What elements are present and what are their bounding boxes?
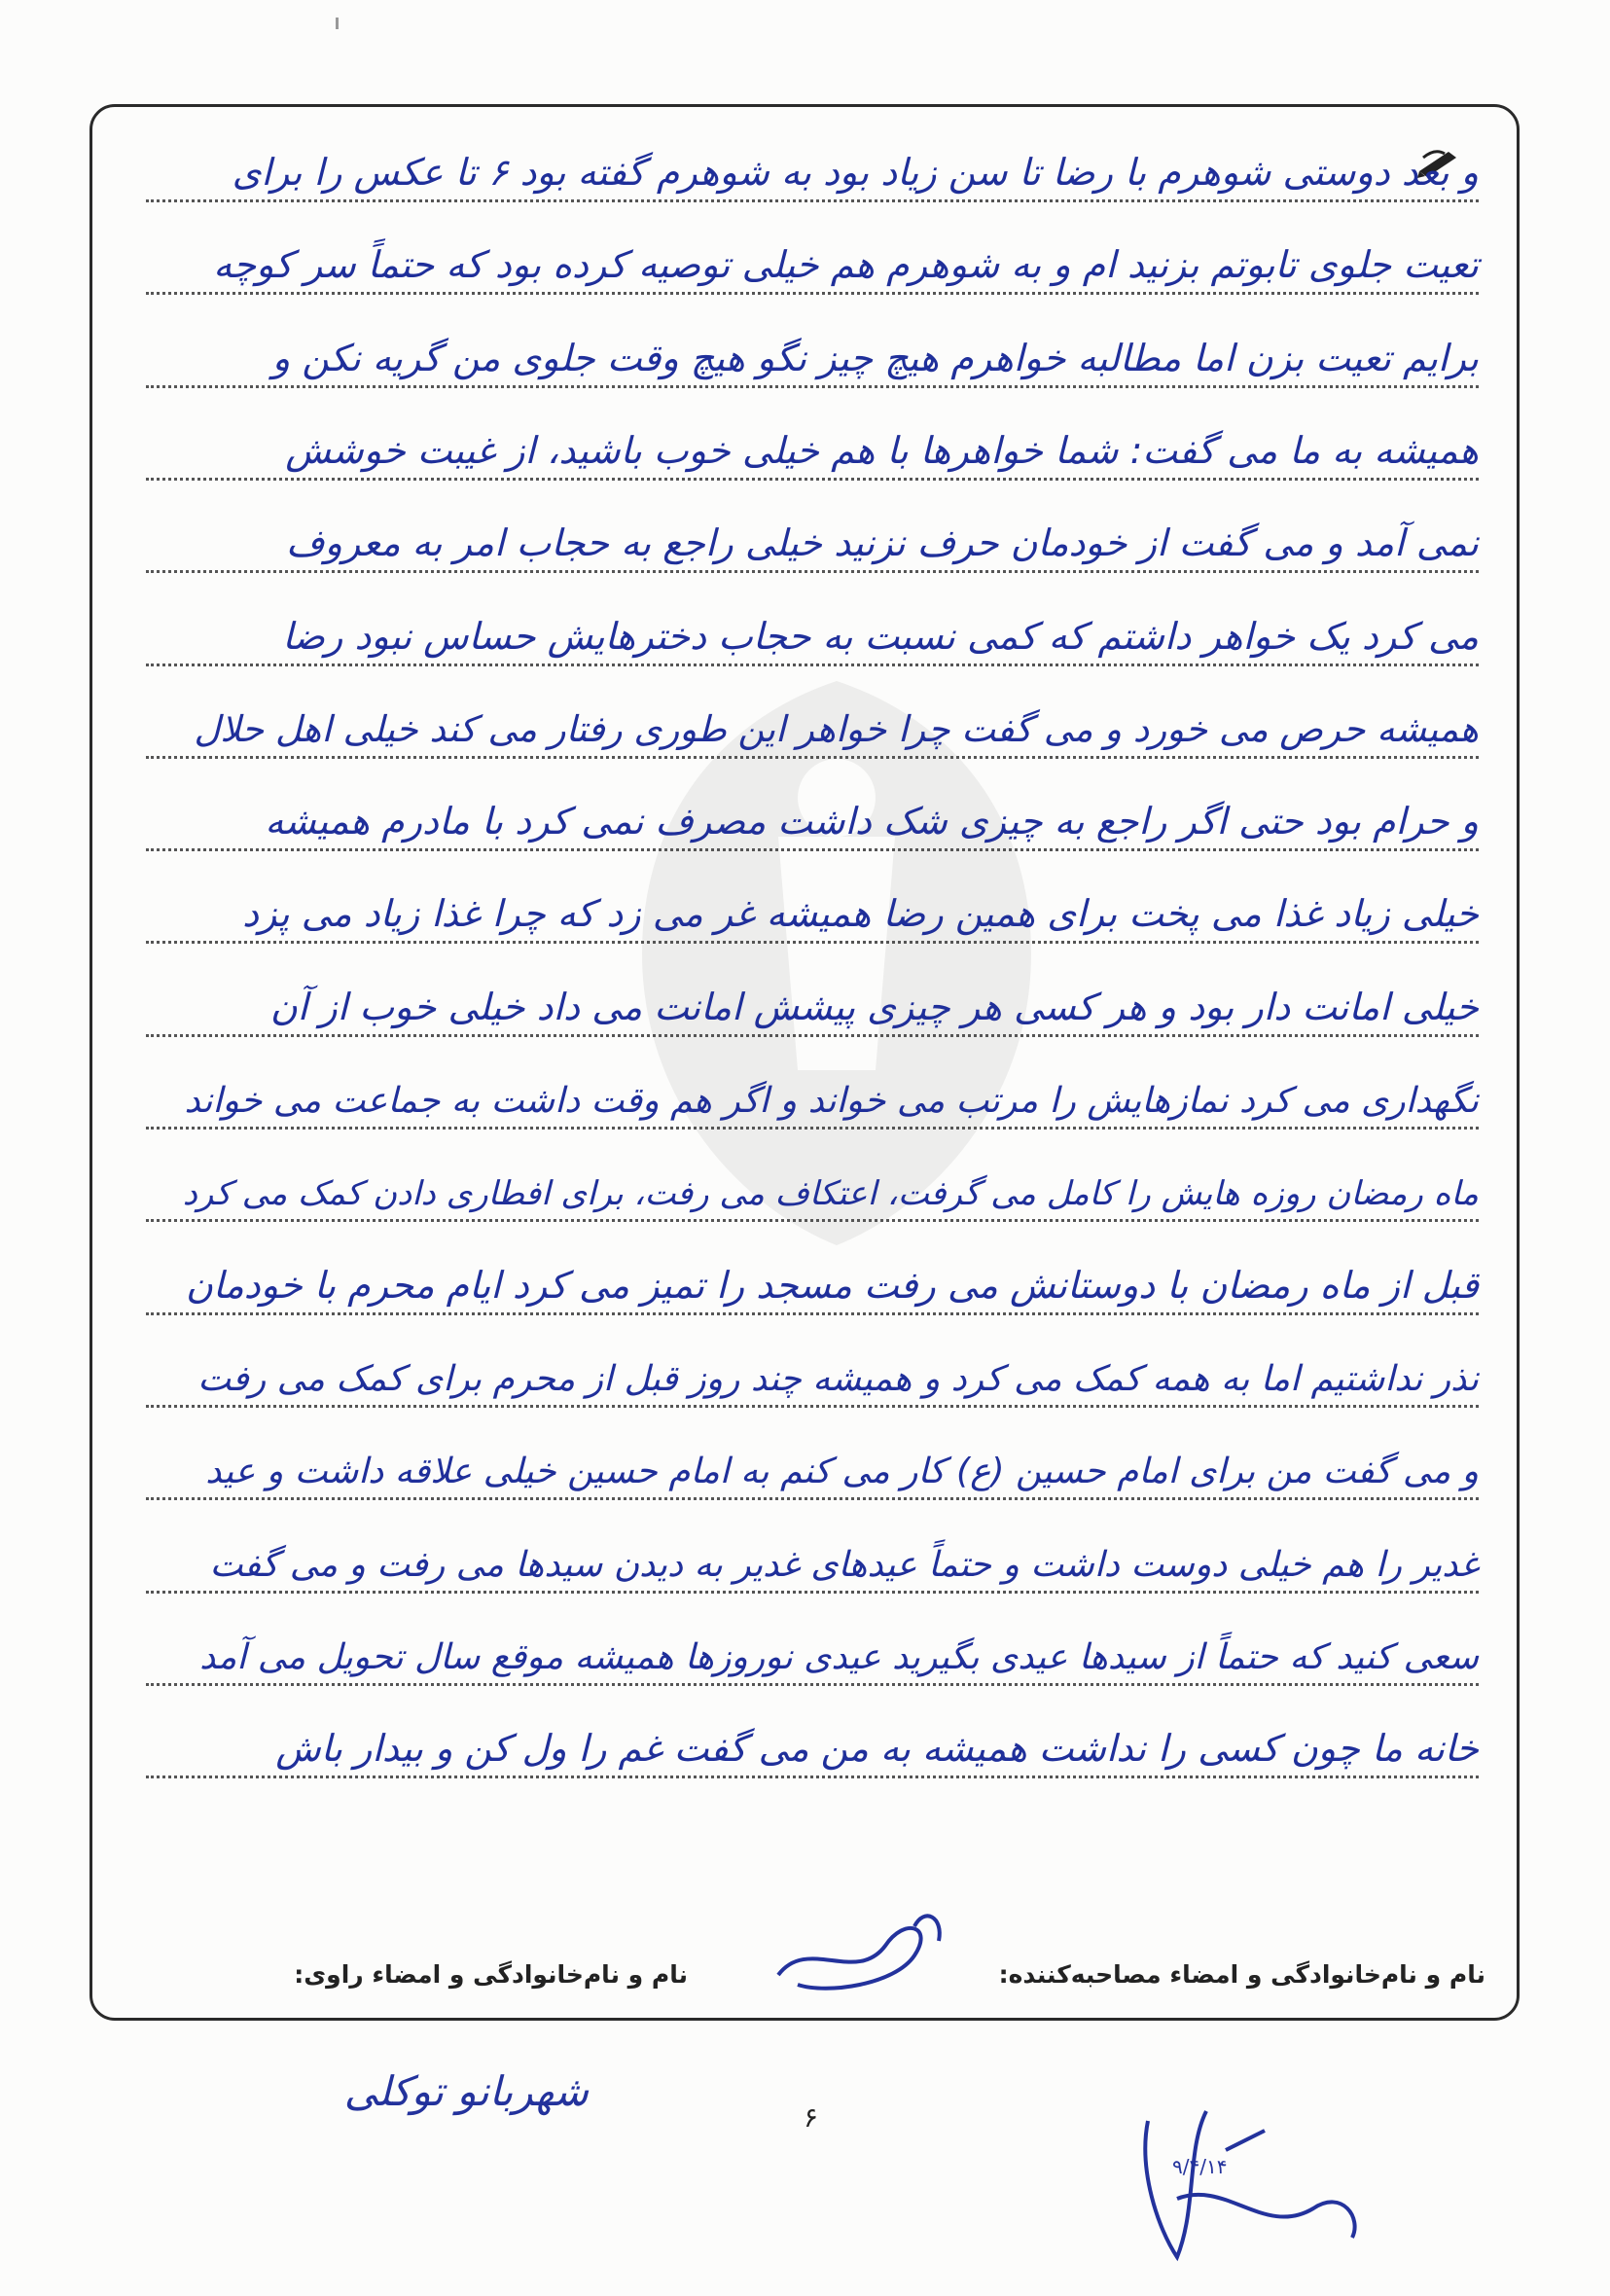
ruled-line bbox=[146, 1598, 1479, 1686]
handwritten-text-line: قبل از ماه رمضان با دوستانش می رفت مسجد را تمیز می کرد ایام محرم با خودمان bbox=[185, 1263, 1479, 1307]
handwritten-text-line: نگهداری می کرد نمازهایش را مرتب می خواند و اگر هم وقت داشت به جماعت می خواند bbox=[184, 1081, 1479, 1121]
narrator-signature bbox=[1119, 2092, 1372, 2277]
handwritten-text-line: ماه رمضان روزه هایش را کامل می گرفت، اعتکاف می رفت، برای افطاری دادن کمک می کرد bbox=[182, 1174, 1479, 1214]
handwritten-text-line: خیلی زیاد غذا می پخت برای همین رضا همیشه غر می زد که چرا غذا زیاد می پزد bbox=[242, 892, 1479, 936]
ruled-line bbox=[146, 393, 1479, 481]
ruled-line bbox=[146, 579, 1479, 666]
ruled-line bbox=[146, 1228, 1479, 1315]
handwritten-text-line: نمی آمد و می گفت از خودمان حرف نزنید خیلی راجع به حجاب امر به معروف bbox=[286, 521, 1479, 565]
handwritten-text-line: و می گفت من برای امام حسین (ع) کار می کنم به امام حسین خیلی علاقه داشت و عید bbox=[205, 1452, 1479, 1492]
page-number: ۶ bbox=[804, 2101, 819, 2134]
handwritten-text-line: نذر نداشتیم اما به همه کمک می کرد و همیشه چند روز قبل از محرم برای کمک می رفت bbox=[197, 1358, 1479, 1399]
handwritten-text-line: و بعد دوستی شوهرم با رضا تا سن زیاد بود به شوهرم گفته بود ۶ تا عکس را برای bbox=[232, 151, 1479, 194]
handwritten-text-line: می کرد یک خواهر داشتم که کمی نسبت به حجاب دخترهایش حساس نبود رضا bbox=[282, 614, 1479, 658]
narrator-label: نام و نام‌خانوادگی و امضاء راوی: bbox=[294, 1960, 688, 1989]
ruled-line bbox=[146, 764, 1479, 851]
ruled-line bbox=[146, 1134, 1479, 1222]
handwritten-text-line: و حرام بود حتی اگر راجع به چیزی شک داشت مصرف نمی کرد با مادرم همیشه bbox=[265, 800, 1479, 843]
interviewer-label: نام و نام‌خانوادگی و امضاء مصاحبه‌کننده: bbox=[998, 1960, 1485, 1989]
handwritten-text-line: همیشه حرص می خورد و می گفت چرا خواهر این طوری رفتار می کند خیلی اهل حلال bbox=[194, 707, 1479, 750]
handwritten-text-line: برایم تعیت بزن اما مطالبه خواهرم هیچ چیز نگو هیچ وقت جلوی من گریه نکن و bbox=[271, 336, 1479, 379]
ruled-line bbox=[146, 115, 1479, 202]
ruled-line bbox=[146, 1320, 1479, 1408]
ruled-line bbox=[146, 1042, 1479, 1130]
handwritten-text-line: غدیر را هم خیلی دوست داشت و حتماً عیدهای غدیر به دیدن سیدها می رفت و می گفت bbox=[209, 1544, 1479, 1585]
scan-mark bbox=[336, 18, 339, 29]
ruled-line bbox=[146, 1413, 1479, 1500]
interviewer-signature bbox=[769, 1897, 953, 2004]
ruled-line bbox=[146, 301, 1479, 388]
handwritten-text-line: تعیت جلوی تابوتم بزنید ام و به شوهرم هم خیلی توصیه کرده بود که حتماً سر کوچه bbox=[213, 243, 1479, 287]
ruled-line bbox=[146, 950, 1479, 1037]
ruled-line bbox=[146, 485, 1479, 573]
ruled-line bbox=[146, 671, 1479, 759]
date-note: ۹/۴/۱۴ bbox=[1172, 2155, 1228, 2178]
narrator-signature-name: شهربانو توکلی bbox=[343, 2067, 589, 2115]
handwritten-text-line: همیشه به ما می گفت: شما خواهرها با هم خیلی خوب باشید، از غیبت خوشش bbox=[285, 428, 1479, 472]
ruled-line bbox=[146, 856, 1479, 944]
ruled-line bbox=[146, 207, 1479, 295]
handwritten-text-line: خانه ما چون کسی را نداشت همیشه به من می گفت غم را ول کن و بیدار باش bbox=[275, 1727, 1479, 1771]
handwritten-text-line: خیلی امانت دار بود و هر کسی هر چیزی پیشش امانت می داد خیلی خوب از آن bbox=[269, 985, 1479, 1028]
ruled-line bbox=[146, 1691, 1479, 1778]
handwritten-text-line: سعی کنید که حتماً از سیدها عیدی بگیرید عیدی نوروزها همیشه موقع سال تحویل می آمد bbox=[199, 1636, 1479, 1677]
ruled-line bbox=[146, 1506, 1479, 1594]
